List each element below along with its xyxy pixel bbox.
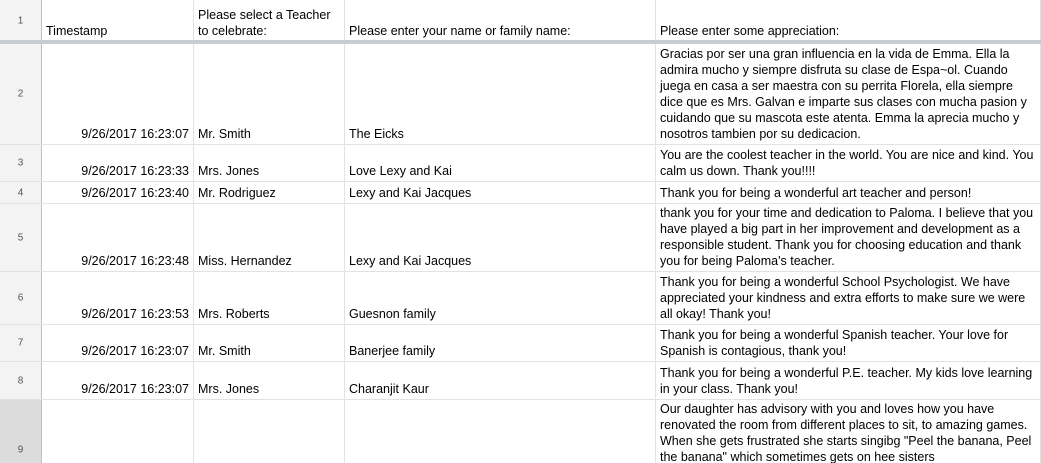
cell-name[interactable]: Guesnon family (345, 272, 656, 324)
cell-teacher[interactable]: Mr. Smith (194, 44, 345, 144)
cell-timestamp[interactable]: 9/26/2017 16:23:07 (42, 44, 194, 144)
cell-timestamp[interactable]: 9/26/2017 16:23:07 (42, 362, 194, 399)
cell-name[interactable] (345, 400, 656, 463)
cell-appreciation[interactable]: Thank you for being a wonderful Spanish teacher. Your love for Spanish is contagious, thank you! (656, 325, 1041, 361)
header-row (0, 0, 1041, 41)
table-row (0, 362, 1041, 400)
row-header[interactable]: 1 (0, 0, 42, 41)
row-header[interactable]: 5 (0, 204, 42, 271)
cell-timestamp[interactable]: 9/26/2017 16:23:53 (42, 272, 194, 324)
cell-teacher[interactable] (194, 400, 345, 463)
cell-timestamp[interactable]: 9/26/2017 16:23:40 (42, 182, 194, 203)
cell-appreciation[interactable]: Thank you for being a wonderful art teacher and person! (656, 182, 1041, 203)
cell-appreciation[interactable]: Thank you for being a wonderful School Psychologist. We have appreciated your kindness and extra efforts to make sure we were all okay! Thank you! (656, 272, 1041, 324)
cell-teacher[interactable]: Mrs. Jones (194, 145, 345, 181)
cell-teacher[interactable]: Miss. Hernandez (194, 204, 345, 271)
cell-appreciation[interactable]: You are the coolest teacher in the world. You are nice and kind. You calm us down. Thank you!!!! (656, 145, 1041, 181)
cell-appreciation[interactable]: Thank you for being a wonderful P.E. teacher. My kids love learning in your class. Thank you! (656, 362, 1041, 399)
row-header[interactable]: 8 (0, 362, 42, 399)
table-row (0, 325, 1041, 362)
table-row (0, 272, 1041, 325)
table-row (0, 182, 1041, 204)
cell-timestamp[interactable]: 9/26/2017 16:23:48 (42, 204, 194, 271)
cell-timestamp[interactable]: 9/26/2017 16:23:07 (42, 325, 194, 361)
cell-name[interactable]: Charanjit Kaur (345, 362, 656, 399)
table-row (0, 44, 1041, 145)
header-cell-appreciation[interactable]: Please enter some appreciation: (656, 0, 1041, 41)
cell-timestamp[interactable]: 9/26/2017 16:23:33 (42, 145, 194, 181)
cell-teacher[interactable]: Mrs. Roberts (194, 272, 345, 324)
cell-appreciation[interactable]: Our daughter has advisory with you and loves how you have renovated the room from different places to sit, to amazing games. When she gets frustrated she starts singibg "Peel the banana, Peel the banana" which sometimes gets on hee sisters (656, 400, 1041, 463)
cell-name[interactable]: The Eicks (345, 44, 656, 144)
row-header[interactable]: 2 (0, 44, 42, 144)
cell-name[interactable]: Love Lexy and Kai (345, 145, 656, 181)
table-row (0, 400, 1041, 463)
cell-name[interactable]: Lexy and Kai Jacques (345, 182, 656, 203)
row-header[interactable]: 4 (0, 182, 42, 203)
cell-appreciation[interactable]: thank you for your time and dedication to Paloma. I believe that you have played a big part in her improvement and development as a responsible student. Thank you for choosing education and thank you for being Paloma's teacher. (656, 204, 1041, 271)
row-header[interactable]: 3 (0, 145, 42, 181)
row-header[interactable]: 7 (0, 325, 42, 361)
header-cell-timestamp[interactable]: Timestamp (42, 0, 194, 41)
cell-teacher[interactable]: Mr. Rodriguez (194, 182, 345, 203)
header-cell-name[interactable]: Please enter your name or family name: (345, 0, 656, 41)
cell-teacher[interactable]: Mr. Smith (194, 325, 345, 361)
cell-name[interactable]: Banerjee family (345, 325, 656, 361)
cell-timestamp[interactable] (42, 400, 194, 463)
header-cell-teacher[interactable]: Please select a Teacher to celebrate: (194, 0, 345, 41)
table-row (0, 145, 1041, 182)
row-header[interactable]: 6 (0, 272, 42, 324)
cell-teacher[interactable]: Mrs. Jones (194, 362, 345, 399)
row-header[interactable]: 9 (0, 400, 42, 463)
cell-name[interactable]: Lexy and Kai Jacques (345, 204, 656, 271)
cell-appreciation[interactable]: Gracias por ser una gran influencia en la vida de Emma. Ella la admira mucho y siempre disfruta su clase de Espa~ol. Cuando juega en casa a ser maestra con su perrita Florela, ella siempre dice que es Mrs. Galvan e imparte sus clases con mucha pasion y cuidando que su mascota este atenta. Emma la aprecia mucho y nosotros tambien por su dedicacion. (656, 44, 1041, 144)
table-row (0, 204, 1041, 272)
